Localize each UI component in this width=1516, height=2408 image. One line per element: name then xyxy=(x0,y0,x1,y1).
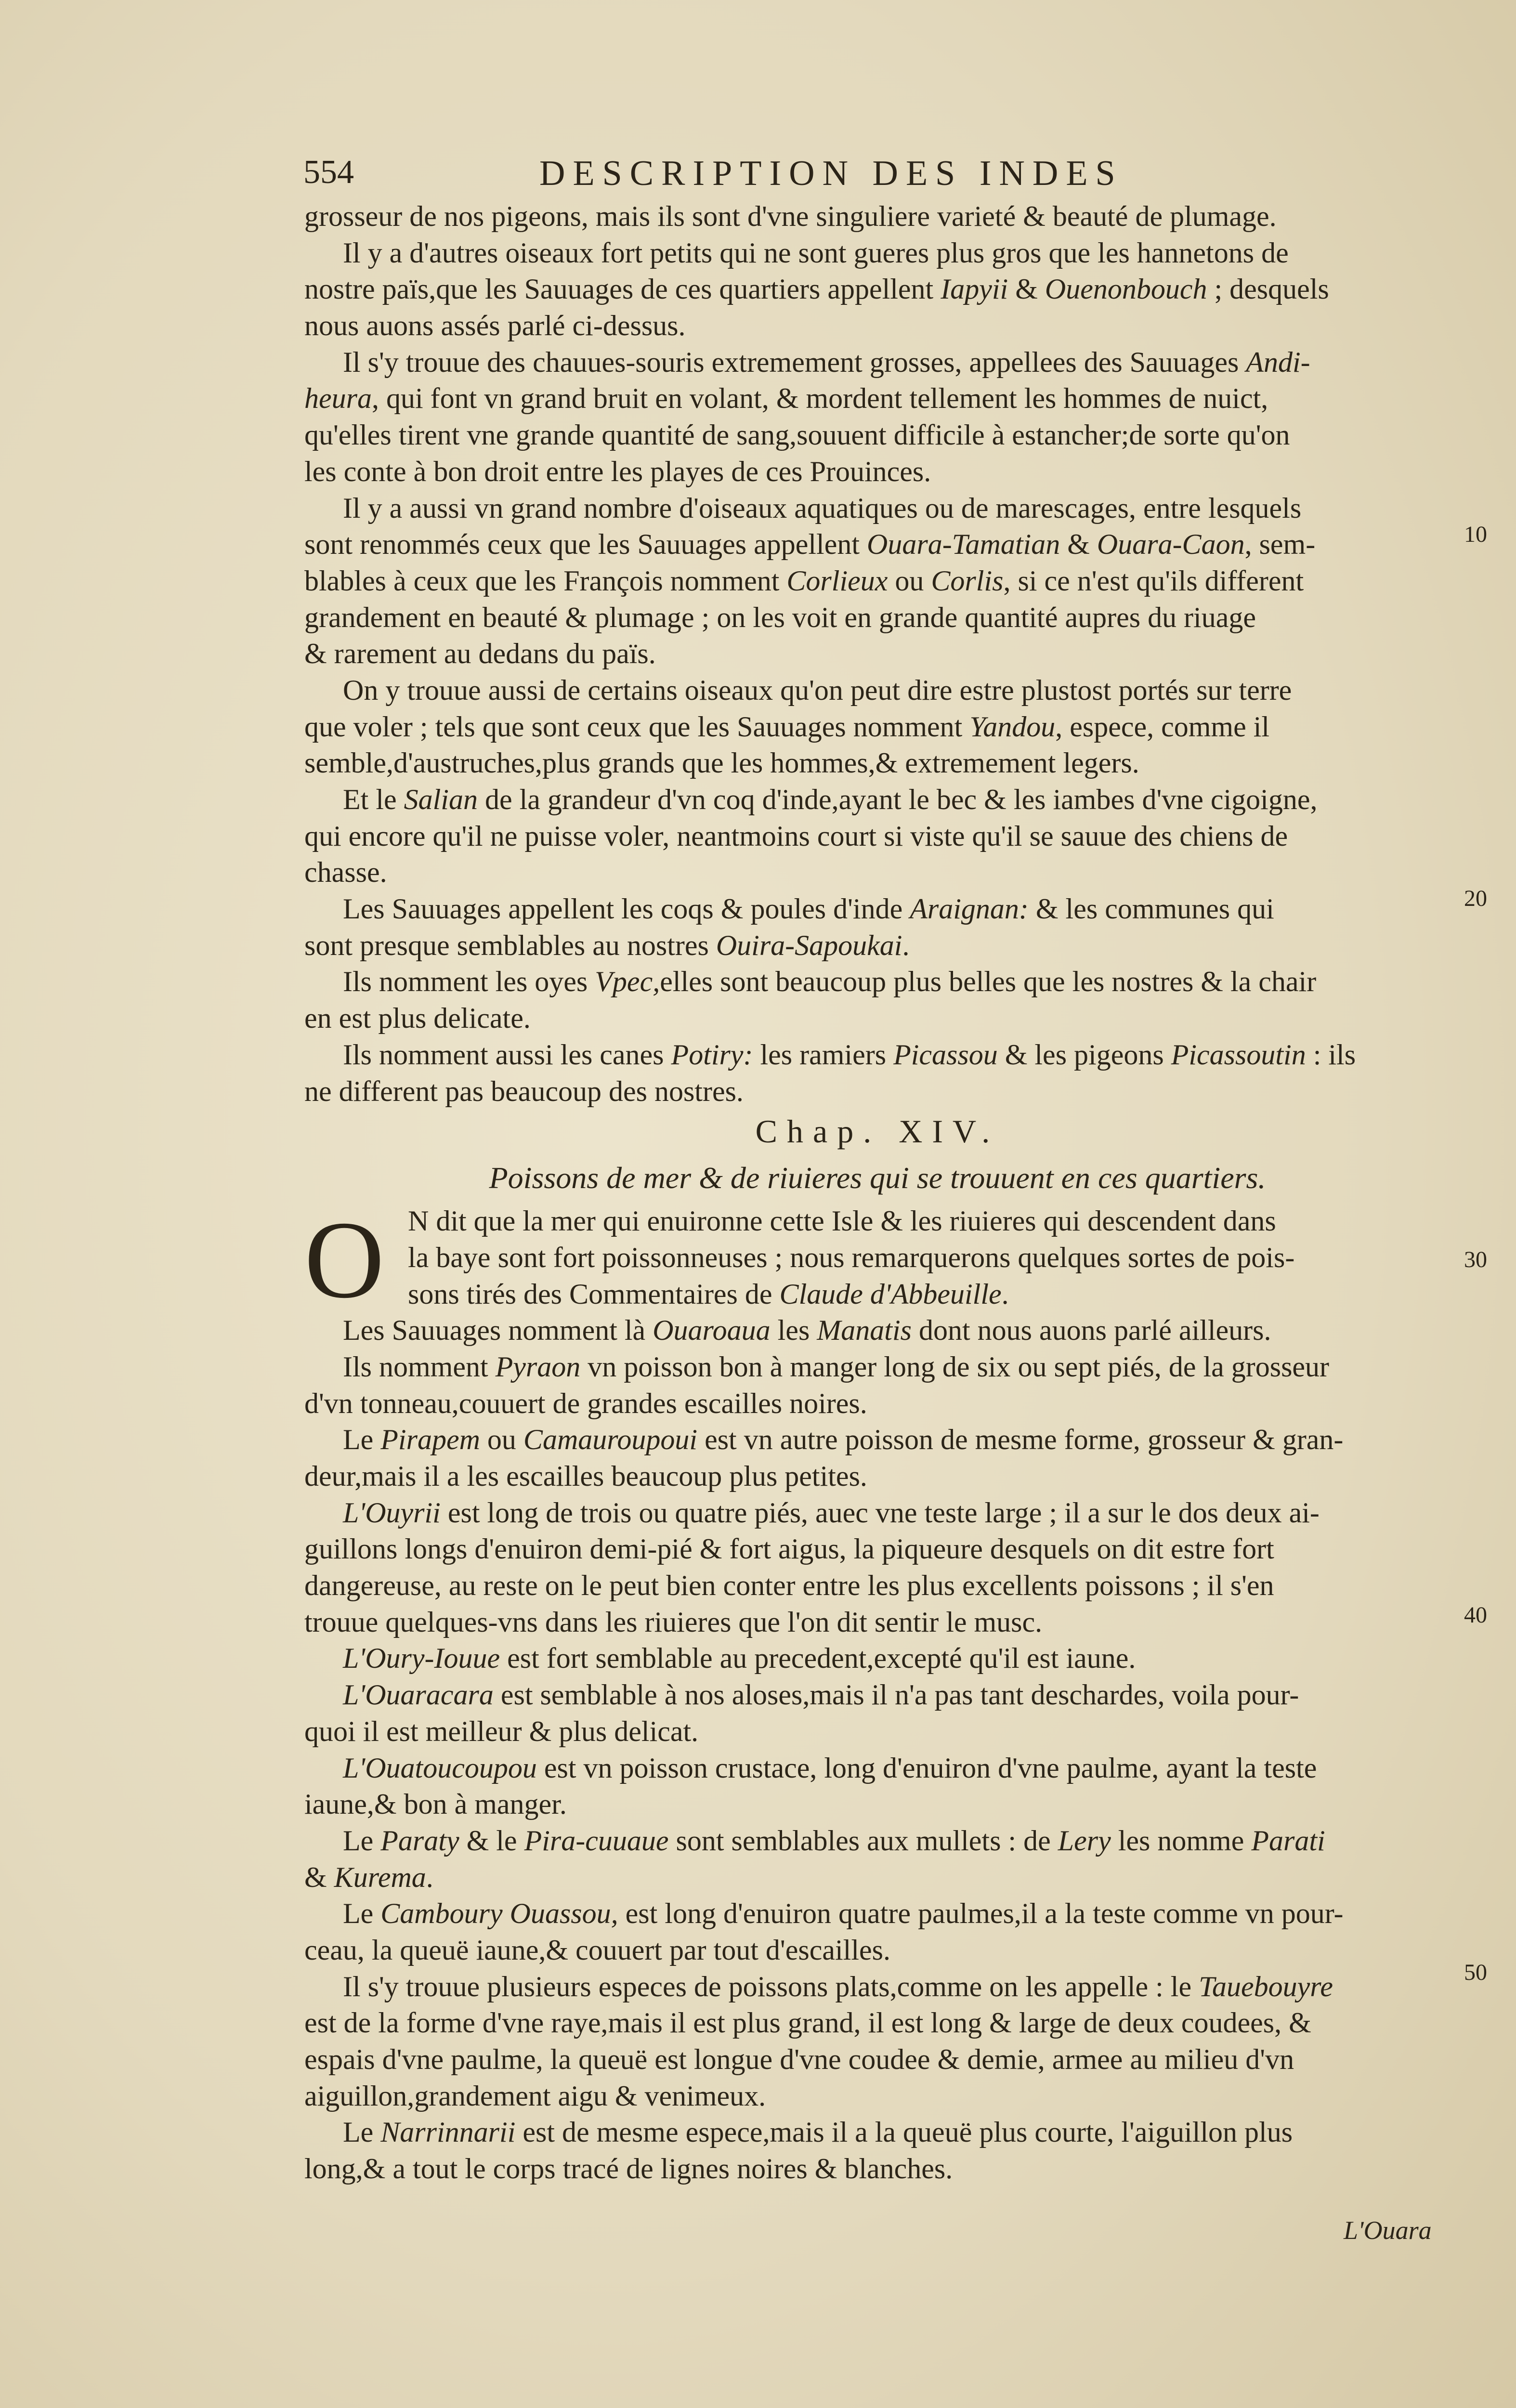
text-line: quoi il est meilleur & plus delicat. xyxy=(304,1715,699,1747)
text-line: chasse. xyxy=(304,856,387,889)
text-line: Il s'y trouue plusieurs especes de poissons plats,comme on les appelle : le Tauebouyre xyxy=(343,1970,1333,2002)
text-line: L'Oury-Iouue est fort semblable au precedent,excepté qu'il est iaune. xyxy=(343,1642,1136,1675)
text-line: heura, qui font vn grand bruit en volant, & mordent tellement les hommes de nuict, xyxy=(304,382,1268,415)
text-line: Il y a d'autres oiseaux fort petits qui ne sont gueres plus gros que les hannetons de xyxy=(343,236,1289,269)
body-text xyxy=(304,198,1451,2187)
text-line: qu'elles tirent vne grande quantité de sang,souuent difficile à estancher;de sorte qu'on xyxy=(304,419,1290,451)
text-line: On y trouue aussi de certains oiseaux qu'on peut dire estre plustost portés sur terre xyxy=(343,674,1292,706)
text-line: qui encore qu'il ne puisse voler, neantmoins court si viste qu'il se sauue des chiens de xyxy=(304,820,1288,852)
text-line: Et le Salian de la grandeur d'vn coq d'inde,ayant le bec & les iambes d'vne cigoigne, xyxy=(343,784,1318,815)
text-line: Le Pirapem ou Camauroupoui est vn autre poisson de mesme forme, grosseur & gran- xyxy=(343,1424,1344,1456)
text-line: Il s'y trouue des chauues-souris extremement grosses, appellees des Sauuages Andi- xyxy=(343,346,1310,378)
text-line: sont renommés ceux que les Sauuages appellent Ouara-Tamatian & Ouara-Caon, sem- xyxy=(304,528,1316,561)
text-line: grosseur de nos pigeons, mais ils sont d'vne singuliere varieté & beauté de plumage. xyxy=(304,200,1277,232)
text-line: Ils nomment aussi les canes Potiry: les ramiers Picassou & les pigeons Picassoutin : ils xyxy=(343,1038,1356,1071)
text-line: nous auons assés parlé ci-dessus. xyxy=(304,310,686,342)
text-line: & Kurema. xyxy=(304,1861,433,1893)
text-line: L'Ouyrii est long de trois ou quatre piés, auec vne teste large ; il a sur le dos deux ai- xyxy=(343,1496,1320,1529)
text-line: Ils nomment les oyes Vpec,elles sont beaucoup plus belles que les nostres & la chair xyxy=(343,966,1317,998)
running-title: DESCRIPTION DES INDES xyxy=(539,154,1123,193)
margin-line-number: 10 xyxy=(1464,522,1487,547)
text-line: ne different pas beaucoup des nostres. xyxy=(304,1075,744,1107)
text-line: iaune,& bon à manger. xyxy=(304,1788,567,1820)
text-line: Le Narrinnarii est de mesme espece,mais il a la queuë plus courte, l'aiguillon plus xyxy=(343,2116,1293,2148)
text-line: long,& a tout le corps tracé de lignes noires & blanches. xyxy=(304,2153,953,2185)
text-line: aiguillon,grandement aigu & venimeux. xyxy=(304,2080,766,2112)
text-line: est de la forme d'vne raye,mais il est plus grand, il est long & large de deux coudees, & xyxy=(304,2007,1311,2039)
text-line: d'vn tonneau,couuert de grandes escailles noires. xyxy=(304,1387,867,1419)
text-line: guillons longs d'enuiron demi-pié & fort aigus, la piqueure desquels on dit estre fort xyxy=(304,1533,1274,1565)
text-line: Le Camboury Ouassou, est long d'enuiron quatre paulmes,il a la teste comme vn pour- xyxy=(343,1898,1344,1930)
text-line: les conte à bon droit entre les playes de ces Prouinces. xyxy=(304,455,931,487)
margin-line-number: 20 xyxy=(1464,886,1487,911)
text-line: Les Sauuages nomment là Ouaroaua les Manatis dont nous auons parlé ailleurs. xyxy=(343,1314,1271,1347)
margin-line-number: 30 xyxy=(1464,1247,1487,1272)
text-line: la baye sont fort poissonneuses ; nous remarquerons quelques sortes de pois- xyxy=(408,1241,1295,1273)
text-line: sont presque semblables au nostres Ouira-Sapoukai. xyxy=(304,929,910,961)
chapter-subtitle: Poissons de mer & de riuieres qui se trouuent en ces quartiers. xyxy=(489,1161,1266,1195)
text-line: semble,d'austruches,plus grands que les hommes,& extremement legers. xyxy=(304,747,1139,779)
margin-line-number: 40 xyxy=(1464,1602,1487,1628)
text-line: sons tirés des Commentaires de Claude d'Abbeuille. xyxy=(408,1278,1009,1310)
page-header xyxy=(303,153,1267,201)
margin-line-number: 50 xyxy=(1464,1960,1487,1985)
text-line: Le Paraty & le Pira-cuuaue sont semblables aux mullets : de Lery les nomme Parati xyxy=(343,1824,1325,1857)
text-line: O N dit que la mer qui enuironne cette Isle & les riuieres qui descendent dans xyxy=(304,1198,1276,1322)
text-line: L'Ouatoucoupou est vn poisson crustace, long d'enuiron d'vne paulme, ayant la teste xyxy=(343,1752,1317,1784)
catchword: L'Ouara xyxy=(1344,2216,1432,2245)
text-line: blables à ceux que les François nomment Corlieux ou Corlis, si ce n'est qu'ils different xyxy=(304,564,1304,597)
text-line: Les Sauuages appellent les coqs & poules d'inde Araignan: & les communes qui xyxy=(343,893,1274,925)
text-line: dangereuse, au reste on le peut bien conter entre les plus excellents poissons ; il s'en xyxy=(304,1570,1274,1602)
text-line: Il y a aussi vn grand nombre d'oiseaux aquatiques ou de marescages, entre lesquels xyxy=(343,492,1302,524)
drop-cap: O xyxy=(304,1198,385,1322)
chapter-heading: Chap. XIV. xyxy=(755,1113,1000,1150)
page-number: 554 xyxy=(303,154,354,191)
text-line: grandement en beauté & plumage ; on les voit en grande quantité aupres du riuage xyxy=(304,601,1256,633)
text-line: L'Ouaracara est semblable à nos aloses,mais il n'a pas tant deschardes, voila pour- xyxy=(343,1679,1299,1711)
text-line: ceau, la queuë iaune,& couuert par tout d'escailles. xyxy=(304,1934,890,1966)
text-line: deur,mais il a les escailles beaucoup plus petites. xyxy=(304,1460,867,1492)
text-line: que voler ; tels que sont ceux que les Sauuages nomment Yandou, espece, comme il xyxy=(304,710,1270,743)
text-line: en est plus delicate. xyxy=(304,1002,531,1034)
text-line: trouue quelques-vns dans les riuieres que l'on dit sentir le musc. xyxy=(304,1606,1043,1638)
text-line: espais d'vne paulme, la queuë est longue d'vne coudee & demie, armee au milieu d'vn xyxy=(304,2043,1294,2075)
text-line: Ils nomment Pyraon vn poisson bon à manger long de six ou sept piés, de la grosseur xyxy=(343,1350,1330,1383)
text-line: nostre païs,que les Sauuages de ces quartiers appellent Iapyii & Ouenonbouch ; desquels xyxy=(304,273,1329,305)
text-line: & rarement au dedans du païs. xyxy=(304,638,656,670)
